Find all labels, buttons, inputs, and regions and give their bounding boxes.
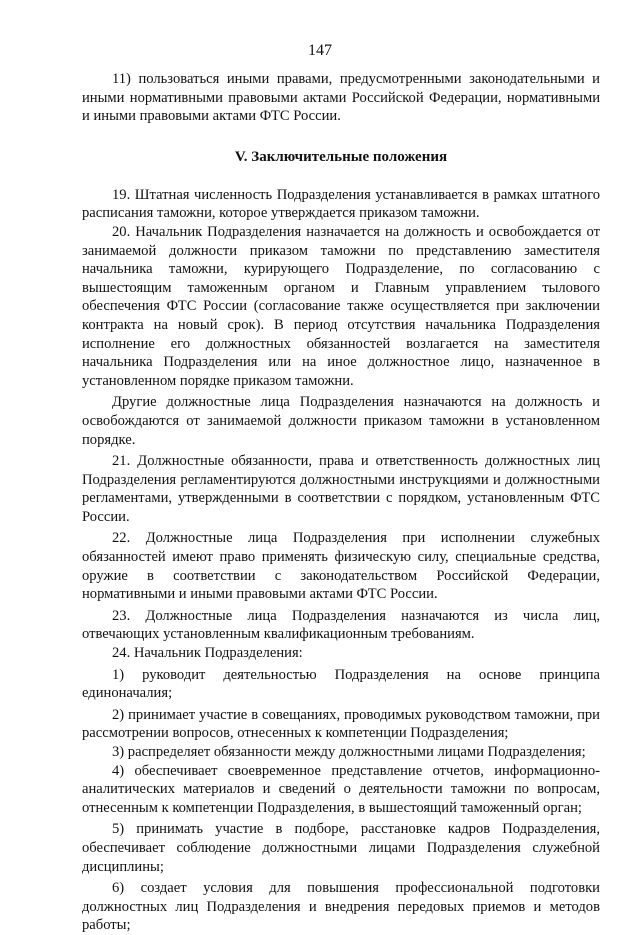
paragraph-11: 11) пользоваться иными правами, предусмотренными законодательными и иными нормативными правовыми актами Российской Федерации, нормативными и иными правовыми актами ФТС России. bbox=[82, 71, 600, 125]
section-title: V. Заключительные положения bbox=[234, 148, 448, 165]
paragraph-20: 20. Начальник Подразделения назначается на должность и освобождается от занимаемой должности приказом таможни по представлению заместителя начальника таможни, курирующего Подразделение, по согласованию с вышестоящим таможенным органом и Главным управлением тылового обеспечения ФТС России (согласование также осуществляется при заключении контракта на новый срок). В период отсутствия начальника Подразделения исполнение его должностных обязанностей возлагается на заместителя начальника Подразделения или на иное должностное лицо, назначенное в установленном порядке приказом таможни. bbox=[82, 223, 600, 389]
paragraph-19: 19. Штатная численность Подразделения устанавливается в рамках штатного расписания таможни, которое утверждается приказом таможни. bbox=[82, 186, 600, 222]
paragraph-22: 22. Должностные лица Подразделения при исполнении служебных обязанностей имеют право применять физическую силу, специальные средства, оружие в соответствии с законодательством Российской Федерации, нормативными и иными правовыми актами ФТС России. bbox=[82, 530, 600, 603]
paragraph-24: 24. Начальник Подразделения: bbox=[112, 645, 303, 662]
paragraph-23: 23. Должностные лица Подразделения назначаются из числа лиц, отвечающих установленным квалификационным требованиям. bbox=[82, 607, 600, 643]
paragraph-20-continued: Другие должностные лица Подразделения назначаются на должность и освобождаются от занимаемой должности приказом таможни в установленном порядке. bbox=[82, 394, 600, 448]
document-body bbox=[82, 70, 600, 935]
list-item-24-1: 1) руководит деятельностью Подразделения на основе принципа единоначалия; bbox=[82, 666, 600, 702]
paragraph-21: 21. Должностные обязанности, права и ответственность должностных лиц Подразделения регламентируются должностными инструкциями и должностными регламентами, утвержденными в соответствии с порядком, установленным ФТС России. bbox=[82, 453, 600, 525]
list-item-24-2: 2) принимает участие в совещаниях, проводимых руководством таможни, при рассмотрении вопросов, отнесенных к компетенции Подразделения; bbox=[82, 706, 600, 742]
list-item-24-6: 6) создает условия для повышения профессиональной подготовки должностных лиц Подразделения и внедрения передовых приемов и методов работы; bbox=[82, 880, 600, 934]
list-item-24-3: 3) распределяет обязанности между должностными лицами Подразделения; bbox=[112, 744, 586, 760]
list-item-24-5: 5) принимать участие в подборе, расстановке кадров Подразделения, обеспечивает соблюдение должностными лицами Подразделения служебной дисциплины; bbox=[82, 821, 600, 875]
page-number: 147 bbox=[308, 42, 332, 59]
list-item-24-4: 4) обеспечивает своевременное представление отчетов, информационно-аналитических материалов и сведений о деятельности таможни по вопросам, отнесенным к компетенции Подразделения, в вышестоящий таможенный орган; bbox=[82, 762, 600, 816]
